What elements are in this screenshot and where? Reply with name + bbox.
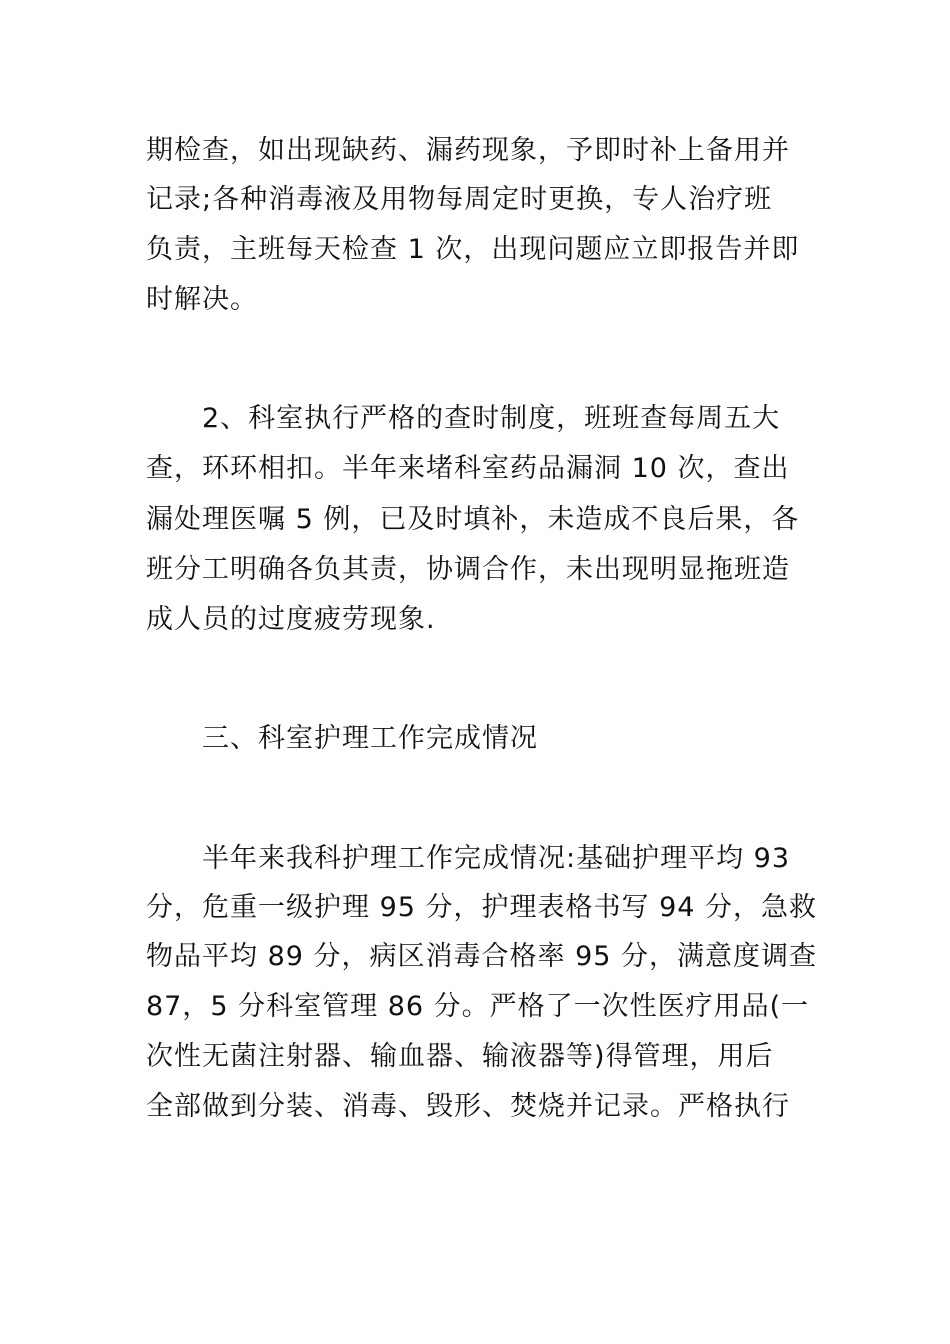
text-line: 分，危重一级护理 95 分，护理表格书写 94 分，急救	[146, 892, 818, 923]
text-line: 班分工明确各负其责，协调合作，未出现明显拖班造	[146, 554, 790, 585]
text-line: 查，环环相扣。半年来堵科室药品漏洞 10 次，查出	[146, 453, 790, 484]
text-line: 成人员的过度疲劳现象.	[146, 604, 436, 635]
text-line: 2、科室执行严格的查时制度，班班查每周五大	[202, 403, 781, 434]
text-line: 期检查，如出现缺药、漏药现象，予即时补上备用并	[146, 135, 790, 166]
section-heading: 三、科室护理工作完成情况	[202, 723, 538, 754]
text-line: 半年来我科护理工作完成情况:基础护理平均 93	[202, 843, 791, 874]
text-line: 物品平均 89 分，病区消毒合格率 95 分，满意度调查	[146, 941, 818, 972]
text-line: 负责，主班每天检查 1 次，出现问题应立即报告并即	[146, 234, 800, 265]
text-line: 时解决。	[146, 284, 258, 315]
text-line: 次性无菌注射器、输血器、输液器等)得管理，用后	[146, 1041, 774, 1072]
text-line: 87，5 分科室管理 86 分。严格了一次性医疗用品(一	[146, 991, 810, 1022]
text-line: 记录;各种消毒液及用物每周定时更换，专人治疗班	[146, 184, 773, 215]
text-line: 全部做到分装、消毒、毁形、焚烧并记录。严格执行	[146, 1091, 790, 1122]
text-line: 漏处理医嘱 5 例，已及时填补，未造成不良后果，各	[146, 504, 800, 535]
